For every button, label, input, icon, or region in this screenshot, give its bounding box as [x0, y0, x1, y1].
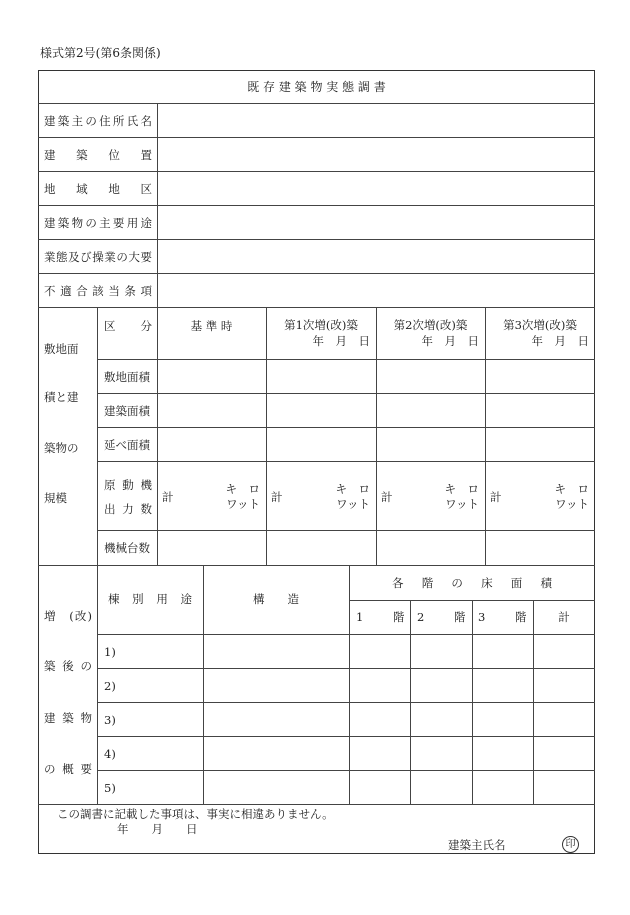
rule	[349, 565, 350, 804]
rule	[97, 427, 595, 428]
rule	[38, 205, 595, 206]
structure-header: 構 造	[253, 592, 299, 606]
rule	[38, 307, 595, 308]
floor-1-num: 1	[356, 610, 364, 624]
rule	[38, 565, 595, 566]
building-row-number: 2)	[104, 679, 116, 693]
total-floor-area-label: 延べ面積	[104, 438, 150, 452]
building-row-number: 3)	[104, 713, 116, 727]
kilo-label: キ ロ	[335, 482, 370, 496]
form-title: 既 存 建 築 物 実 態 調 書	[247, 80, 386, 94]
rule	[97, 770, 595, 771]
overview-side-label: の 概 要	[44, 762, 92, 776]
rule	[38, 137, 595, 138]
rule	[38, 273, 595, 274]
watt-label: ワット	[226, 497, 260, 511]
floor-2-num: 2	[417, 610, 425, 624]
floor-3-num: 3	[478, 610, 486, 624]
overview-side-label: 築 後 の	[44, 659, 92, 673]
third-extension-header: 第3次増(改)築	[503, 318, 577, 332]
owner-name-label: 建築主氏名	[448, 838, 506, 852]
first-extension-date: 年 月 日	[312, 334, 370, 348]
first-extension-header: 第1次増(改)築	[284, 318, 358, 332]
motor-output-label: 原 動 機	[104, 478, 152, 492]
rule	[472, 600, 473, 804]
kijunji-header: 基 準 時	[190, 319, 233, 333]
kilo-label: キ ロ	[225, 482, 260, 496]
rule	[38, 804, 595, 805]
rule	[38, 171, 595, 172]
business-outline-label: 業態及び操業の大要	[44, 250, 152, 264]
owner-address-label: 建築主の住所氏名	[44, 114, 152, 128]
seal-mark: 印	[562, 836, 579, 853]
building-row-number: 4)	[104, 747, 116, 761]
scale-side-label: 敷地面	[44, 342, 79, 356]
watt-label: ワット	[445, 497, 479, 511]
rule	[97, 668, 595, 669]
overview-side-label: 建 築 物	[44, 711, 92, 725]
kei-label: 計	[490, 490, 502, 504]
second-extension-date: 年 月 日	[421, 334, 479, 348]
rule	[97, 307, 98, 804]
rule	[97, 702, 595, 703]
kilo-label: キ ロ	[444, 482, 479, 496]
rule	[97, 359, 595, 360]
motor-output-label: 出 力 数	[104, 502, 152, 516]
rule	[157, 103, 158, 307]
third-extension-date: 年 月 日	[531, 334, 589, 348]
scale-side-label: 築物の	[44, 441, 79, 455]
rule	[157, 307, 158, 565]
building-row-number: 5)	[104, 781, 116, 795]
declaration-text: この調書に記載した事項は、事実に相違ありません。	[57, 807, 334, 821]
scale-side-label: 規模	[44, 491, 67, 505]
rule	[38, 239, 595, 240]
building-row-number: 1)	[104, 645, 116, 659]
kilo-label: キ ロ	[554, 482, 589, 496]
rule	[410, 600, 411, 804]
site-area-label: 敷地面積	[104, 370, 150, 384]
second-extension-header: 第2次増(改)築	[393, 318, 468, 332]
rule	[97, 634, 595, 635]
rule	[97, 530, 595, 531]
kei-label: 計	[271, 490, 283, 504]
watt-label: ワット	[336, 497, 370, 511]
rule	[38, 103, 595, 104]
machine-count-label: 機械台数	[104, 541, 150, 555]
nonconforming-clause-label: 不適合該当条項	[44, 284, 152, 298]
floor-3-kai: 階	[515, 610, 527, 624]
form-number-label: 様式第2号(第6条関係)	[40, 46, 161, 60]
floor-total-header: 計	[558, 610, 570, 624]
declaration-date: 年 月 日	[117, 822, 198, 836]
kubun-header: 区 分	[104, 319, 152, 333]
overview-side-label: 増 (改)	[44, 609, 92, 623]
scale-side-label: 積と建	[44, 390, 79, 404]
usage-header: 棟 別 用 途	[108, 592, 192, 606]
floor-2-kai: 階	[454, 610, 466, 624]
floor-1-kai: 階	[393, 610, 405, 624]
rule	[97, 393, 595, 394]
rule	[97, 736, 595, 737]
floor-area-header: 各 階 の 床 面 積	[392, 576, 552, 590]
rule	[97, 461, 595, 462]
zoning-label: 地 域 地 区	[44, 182, 152, 196]
building-area-label: 建築面積	[104, 404, 150, 418]
building-location-label: 建 築 位 置	[44, 148, 152, 162]
kei-label: 計	[162, 490, 174, 504]
rule	[533, 600, 534, 804]
kei-label: 計	[381, 490, 393, 504]
watt-label: ワット	[555, 497, 589, 511]
main-use-label: 建築物の主要用途	[44, 216, 152, 230]
